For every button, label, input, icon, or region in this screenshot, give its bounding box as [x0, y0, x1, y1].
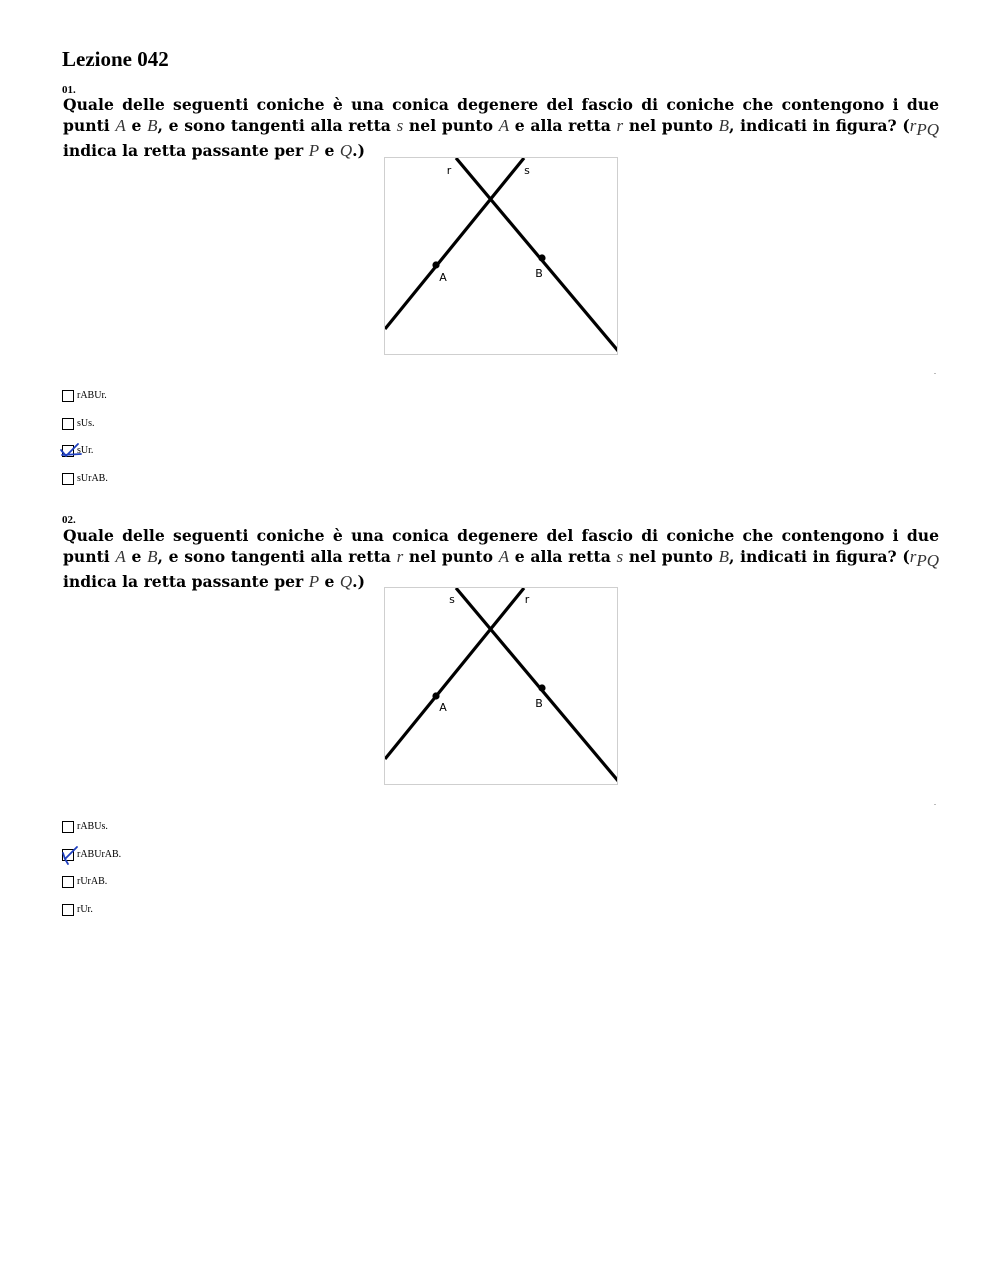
question-figure	[384, 587, 618, 785]
question-text: Quale delle seguenti coniche è una conica degenere del fascio di coniche che contengono i due punti A e B, e sono tangenti alla retta r nel punto A e alla retta s nel punto B, indicati in figura? ($r_{PQ}$ indica la retta passante per P e Q.)	[63, 526, 940, 592]
answer-checkbox[interactable]	[62, 876, 74, 888]
answer-option[interactable]	[62, 847, 121, 863]
point-a	[432, 261, 439, 268]
checkmark-icon	[59, 844, 85, 866]
answer-checkbox[interactable]	[62, 390, 74, 402]
figure-label-b: B	[535, 267, 543, 280]
point-a	[432, 692, 439, 699]
figure-label-r: r	[524, 593, 530, 606]
answer-checkbox[interactable]	[62, 821, 74, 833]
answer-checkbox[interactable]	[62, 473, 74, 485]
question-figure	[384, 157, 618, 355]
question-number: 01.	[62, 84, 76, 96]
answer-option[interactable]	[62, 819, 108, 835]
line-left	[385, 158, 524, 329]
answer-label: rABUr.	[77, 390, 107, 401]
answer-option[interactable]	[62, 388, 107, 404]
answer-checkbox[interactable]	[62, 445, 74, 457]
lesson-title: Lezione 042	[62, 47, 169, 71]
answer-label: sUs.	[77, 418, 95, 429]
line-right	[456, 158, 618, 352]
answer-label: rABUrAB.	[77, 849, 122, 860]
checkmark-icon	[59, 440, 85, 460]
figure-label-s: s	[449, 593, 455, 606]
answer-option[interactable]	[62, 874, 107, 890]
line-right	[456, 588, 618, 782]
answer-label: rUr.	[77, 904, 93, 915]
answer-label: sUrAB.	[77, 473, 108, 484]
figure-label-a: A	[439, 271, 447, 284]
dot-mark	[934, 804, 936, 805]
point-b	[538, 254, 545, 261]
dot-mark	[934, 373, 936, 374]
question-text: Quale delle seguenti coniche è una conica degenere del fascio di coniche che contengono i due punti A e B, e sono tangenti alla retta s nel punto A e alla retta r nel punto B, indicati in figura? ($r_{PQ}$ indica la retta passante per P e Q.)	[63, 95, 940, 161]
point-b	[538, 684, 545, 691]
answer-checkbox[interactable]	[62, 904, 74, 916]
figure-label-a: A	[439, 701, 447, 714]
answer-label: sUr.	[77, 445, 94, 456]
answer-option[interactable]	[62, 902, 93, 918]
line-left	[385, 588, 524, 759]
answer-option[interactable]	[62, 443, 93, 459]
answer-checkbox[interactable]	[62, 418, 74, 430]
figure-label-s: s	[524, 164, 530, 177]
question-number: 02.	[62, 514, 76, 526]
answer-option[interactable]	[62, 416, 95, 432]
answer-label: rABUs.	[77, 821, 108, 832]
figure-label-b: B	[535, 697, 543, 710]
figure-label-r: r	[446, 164, 452, 177]
answer-label: rUrAB.	[77, 876, 108, 887]
answer-option[interactable]	[62, 471, 108, 487]
answer-checkbox[interactable]	[62, 849, 74, 861]
